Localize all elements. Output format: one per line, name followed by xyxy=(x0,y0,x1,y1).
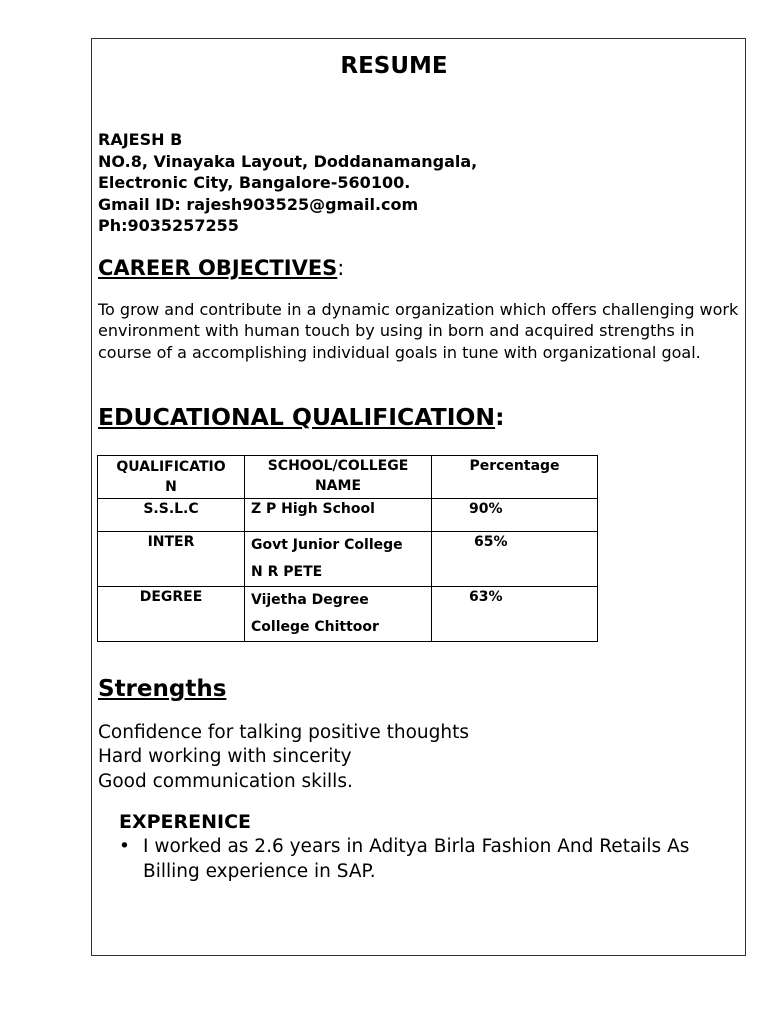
phone-line: Ph:9035257255 xyxy=(98,216,239,235)
percentage-cell: 65% xyxy=(432,532,598,587)
list-item xyxy=(119,835,744,884)
school-cell: Govt Junior College N R PETE xyxy=(245,532,432,587)
qualification-cell: INTER xyxy=(98,532,245,587)
career-objective-text: To grow and contribute in a dynamic organization which offers challenging work environment with human touch by using in born and acquired strengths in course of a accomplishing individual goals in tune with organizational goal. xyxy=(98,300,739,362)
percentage-cell: 90% xyxy=(432,499,598,532)
address-line-2: Electronic City, Bangalore-560100. xyxy=(98,173,411,192)
qualification-cell: S.S.L.C xyxy=(98,499,245,532)
percentage-cell: 63% xyxy=(432,587,598,642)
education-heading: EDUCATIONAL QUALIFICATION: xyxy=(98,403,505,431)
qualification-cell: DEGREE xyxy=(98,587,245,642)
experience-heading: EXPERENICE xyxy=(119,811,252,833)
experience-text: I worked as 2.6 years in Aditya Birla Fashion And Retails As Billing experience in SAP. xyxy=(143,836,690,882)
email-line: Gmail ID: rajesh903525@gmail.com xyxy=(98,194,419,214)
resume-title: RESUME xyxy=(340,53,448,79)
table-row xyxy=(98,532,598,587)
school-cell: Z P High School xyxy=(245,499,432,532)
list-item: Good communication skills. xyxy=(98,770,353,792)
education-table xyxy=(97,455,598,642)
column-header-school: SCHOOL/COLLEGE NAME xyxy=(245,456,432,499)
column-header-percentage: Percentage xyxy=(432,456,598,499)
table-row xyxy=(98,499,598,532)
bullet-icon: • xyxy=(119,836,130,857)
career-objectives-heading: CAREER OBJECTIVES: xyxy=(98,256,345,280)
strengths-list xyxy=(98,721,469,794)
address-line-1: NO.8, Vinayaka Layout, Doddanamangala, xyxy=(98,151,478,171)
list-item: Confidence for talking positive thoughts xyxy=(98,722,469,743)
column-header-qualification: QUALIFICATIO N xyxy=(98,456,245,499)
candidate-name: RAJESH B xyxy=(98,130,183,149)
education-table-header-row xyxy=(98,456,598,499)
list-item: Hard working with sincerity xyxy=(98,746,352,768)
strengths-heading: Strengths xyxy=(98,676,227,702)
experience-list xyxy=(119,835,744,884)
table-row xyxy=(98,587,598,642)
school-cell: Vijetha Degree College Chittoor xyxy=(245,587,432,642)
contact-block xyxy=(98,129,477,237)
